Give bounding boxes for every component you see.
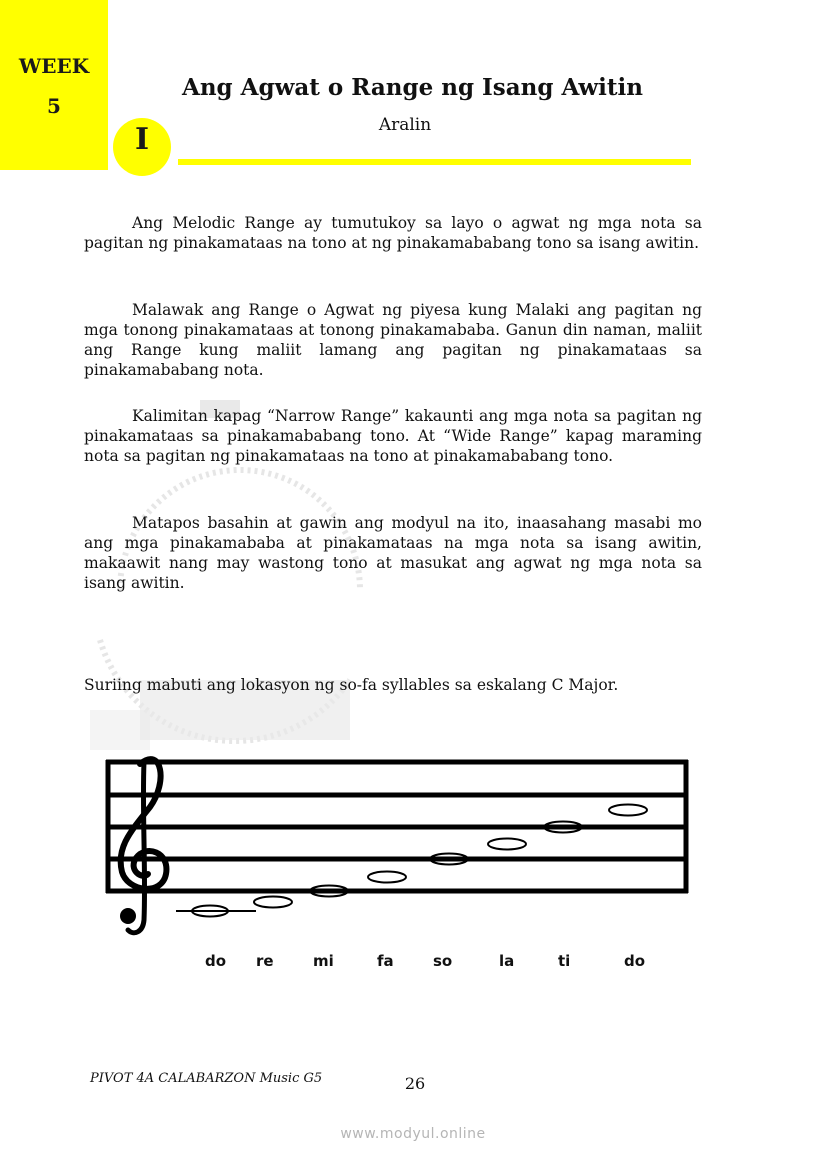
syllable-la: la [499,952,515,970]
paragraph-4: Matapos basahin at gawin ang modyul na ito, inaasahang masabi mo ang mga pinakamababa at pinakamataas na mga nota sa isang awitin, makaawit nang may wastong tono at masukat ang agwat ng mga nota sa isang awitin. [84,514,702,592]
syllable-ti: ti [558,952,571,970]
paragraph-3: Kalimitan kapag “Narrow Range” kakaunti ang mga nota sa pagitan ng pinakamataas sa pinakamababang tono. At “Wide Range” kapag maraming nota sa pagitan ng pinakamataas na tono at pinakamababang tono. [84,407,702,465]
paragraph-2: Malawak ang Range o Agwat ng piyesa kung Malaki ang pagitan ng mga tonong pinakamataas at tonong pinakamababa. Ganun din naman, maliit ang Range kung maliit lamang ang pagitan ng pinakamataas sa pinakamababang nota. [84,301,702,379]
week-badge [0,0,108,170]
page-subtitle: Aralin [378,115,432,135]
instruction-text: Suriing mabuti ang lokasyon ng so-fa syllables sa eskalang C Major. [84,676,619,694]
syllable-mi: mi [313,952,334,970]
site-watermark: www.modyul.online [340,1126,486,1142]
section-letter: I [134,122,150,157]
treble-clef-icon [120,759,166,933]
syllable-so: so [433,952,453,970]
syllable-fa: fa [377,952,394,970]
syllable-do: do [205,952,227,970]
title-underline [178,159,691,165]
syllable-re: re [256,952,274,970]
footer-source: PIVOT 4A CALABARZON Music G5 [90,1071,323,1086]
week-label: WEEK [18,54,90,78]
paragraph-1: Ang Melodic Range ay tumutukoy sa layo o agwat ng mga nota sa pagitan ng pinakamataas na tono at ng pinakamababang tono sa isang awitin. [84,214,702,252]
c-major-scale-staff [100,752,696,982]
page-title: Ang Agwat o Range ng Isang Awitin [181,74,644,101]
page-number: 26 [404,1074,426,1093]
syllable-do-high: do [624,952,646,970]
week-number: 5 [47,94,61,118]
